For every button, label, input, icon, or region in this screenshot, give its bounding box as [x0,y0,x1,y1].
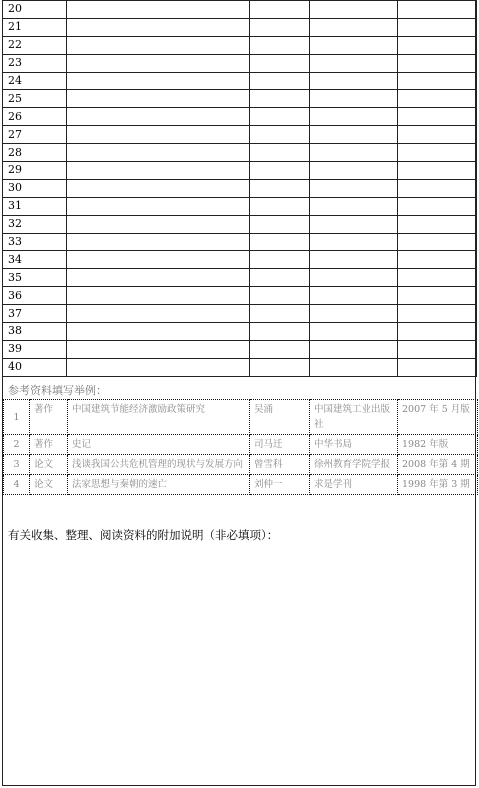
row-number: 39 [3,340,67,358]
empty-cell [67,18,250,36]
empty-cell [250,233,310,251]
empty-cell [67,358,250,376]
reference-table [2,0,477,377]
table-row [3,233,477,251]
example-row [4,400,478,435]
table-row [3,251,477,269]
empty-cell [250,179,310,197]
empty-cell [67,54,250,72]
row-number: 32 [3,215,67,233]
empty-cell [398,251,477,269]
example-date: 2008 年第 4 期 [398,455,478,475]
empty-cell [250,108,310,126]
example-no: 4 [4,475,30,495]
empty-cell [310,90,398,108]
empty-cell [250,305,310,323]
row-number: 24 [3,72,67,90]
empty-cell [310,108,398,126]
example-title: 法家思想与秦朝的速亡 [68,475,250,495]
table-row [3,144,477,162]
empty-cell [310,340,398,358]
empty-cell [398,162,477,180]
example-no: 2 [4,435,30,455]
empty-cell [67,36,250,54]
row-number: 25 [3,90,67,108]
example-date: 2007 年 5 月版 [398,400,478,435]
empty-cell [398,340,477,358]
empty-cell [310,269,398,287]
empty-cell [250,269,310,287]
empty-cell [310,287,398,305]
example-author: 刘仲一 [250,475,310,495]
example-publisher: 徐州教育学院学报 [310,455,398,475]
empty-cell [250,144,310,162]
empty-cell [67,251,250,269]
empty-cell [398,197,477,215]
example-author: 曾雪科 [250,455,310,475]
additional-notes-label: 有关收集、整理、阅读资料的附加说明（非必填项）： [8,528,279,542]
example-type: 著作 [30,435,68,455]
table-row [3,323,477,341]
empty-cell [67,305,250,323]
row-number: 37 [3,305,67,323]
empty-cell [398,108,477,126]
empty-cell [67,323,250,341]
empty-cell [250,287,310,305]
empty-cell [250,162,310,180]
row-number: 22 [3,36,67,54]
table-row [3,287,477,305]
table-row [3,36,477,54]
empty-cell [398,36,477,54]
empty-cell [398,18,477,36]
empty-cell [67,162,250,180]
example-author: 司马迁 [250,435,310,455]
empty-cell [398,72,477,90]
example-date: 1982 年版 [398,435,478,455]
empty-cell [67,108,250,126]
example-title: 浅谈我国公共危机管理的现状与发展方向 [68,455,250,475]
table-row [3,340,477,358]
example-publisher: 中华书局 [310,435,398,455]
row-number: 40 [3,358,67,376]
table-row [3,305,477,323]
example-no: 3 [4,455,30,475]
table-row [3,90,477,108]
row-number: 30 [3,179,67,197]
empty-cell [310,251,398,269]
empty-cell [310,126,398,144]
empty-cell [250,36,310,54]
empty-cell [310,144,398,162]
table-row [3,269,477,287]
example-type: 著作 [30,400,68,435]
example-title: 中国建筑节能经济激励政策研究 [68,400,250,435]
example-title: 史记 [68,435,250,455]
example-publisher: 中国建筑工业出版社 [310,400,398,435]
row-number: 36 [3,287,67,305]
table-row [3,162,477,180]
empty-cell [67,90,250,108]
empty-cell [250,323,310,341]
table-row [3,197,477,215]
empty-cell [67,215,250,233]
example-type: 论文 [30,475,68,495]
empty-cell [398,144,477,162]
row-number: 34 [3,251,67,269]
empty-cell [250,90,310,108]
row-number: 33 [3,233,67,251]
row-number: 26 [3,108,67,126]
empty-cell [398,305,477,323]
empty-cell [250,18,310,36]
empty-cell [398,358,477,376]
example-label: 参考资料填写举例： [8,384,107,397]
empty-cell [398,287,477,305]
empty-cell [310,197,398,215]
empty-cell [398,179,477,197]
table-row [3,18,477,36]
empty-cell [398,233,477,251]
empty-cell [398,269,477,287]
empty-cell [250,1,310,19]
table-row [3,358,477,376]
row-number: 23 [3,54,67,72]
empty-cell [310,179,398,197]
example-row [4,475,478,495]
empty-cell [310,162,398,180]
empty-cell [398,1,477,19]
row-number: 27 [3,126,67,144]
empty-cell [67,197,250,215]
table-row [3,126,477,144]
empty-cell [310,72,398,90]
example-row [4,455,478,475]
row-number: 28 [3,144,67,162]
empty-cell [398,323,477,341]
table-row [3,108,477,126]
empty-cell [310,215,398,233]
empty-cell [67,340,250,358]
empty-cell [67,233,250,251]
empty-cell [67,269,250,287]
empty-cell [398,126,477,144]
example-author: 吴涌 [250,400,310,435]
empty-cell [310,305,398,323]
empty-cell [250,72,310,90]
empty-cell [67,179,250,197]
empty-cell [398,215,477,233]
empty-cell [250,54,310,72]
row-number: 21 [3,18,67,36]
table-row [3,72,477,90]
empty-cell [310,358,398,376]
row-number: 35 [3,269,67,287]
empty-cell [67,1,250,19]
table-row [3,179,477,197]
empty-cell [250,251,310,269]
empty-cell [250,340,310,358]
row-number: 38 [3,323,67,341]
table-row [3,1,477,19]
empty-cell [310,323,398,341]
empty-cell [67,144,250,162]
empty-cell [310,54,398,72]
empty-cell [250,358,310,376]
empty-cell [310,36,398,54]
example-type: 论文 [30,455,68,475]
row-number: 29 [3,162,67,180]
empty-cell [250,197,310,215]
example-publisher: 求是学刊 [310,475,398,495]
empty-cell [67,72,250,90]
empty-cell [398,54,477,72]
empty-cell [398,90,477,108]
empty-cell [250,215,310,233]
empty-cell [310,1,398,19]
empty-cell [67,126,250,144]
table-row [3,215,477,233]
empty-cell [310,233,398,251]
empty-cell [310,18,398,36]
example-row [4,435,478,455]
empty-cell [67,287,250,305]
example-table [3,399,478,495]
row-number: 31 [3,197,67,215]
example-no: 1 [4,400,30,435]
example-date: 1998 年第 3 期 [398,475,478,495]
table-row [3,54,477,72]
row-number: 20 [3,1,67,19]
empty-cell [250,126,310,144]
